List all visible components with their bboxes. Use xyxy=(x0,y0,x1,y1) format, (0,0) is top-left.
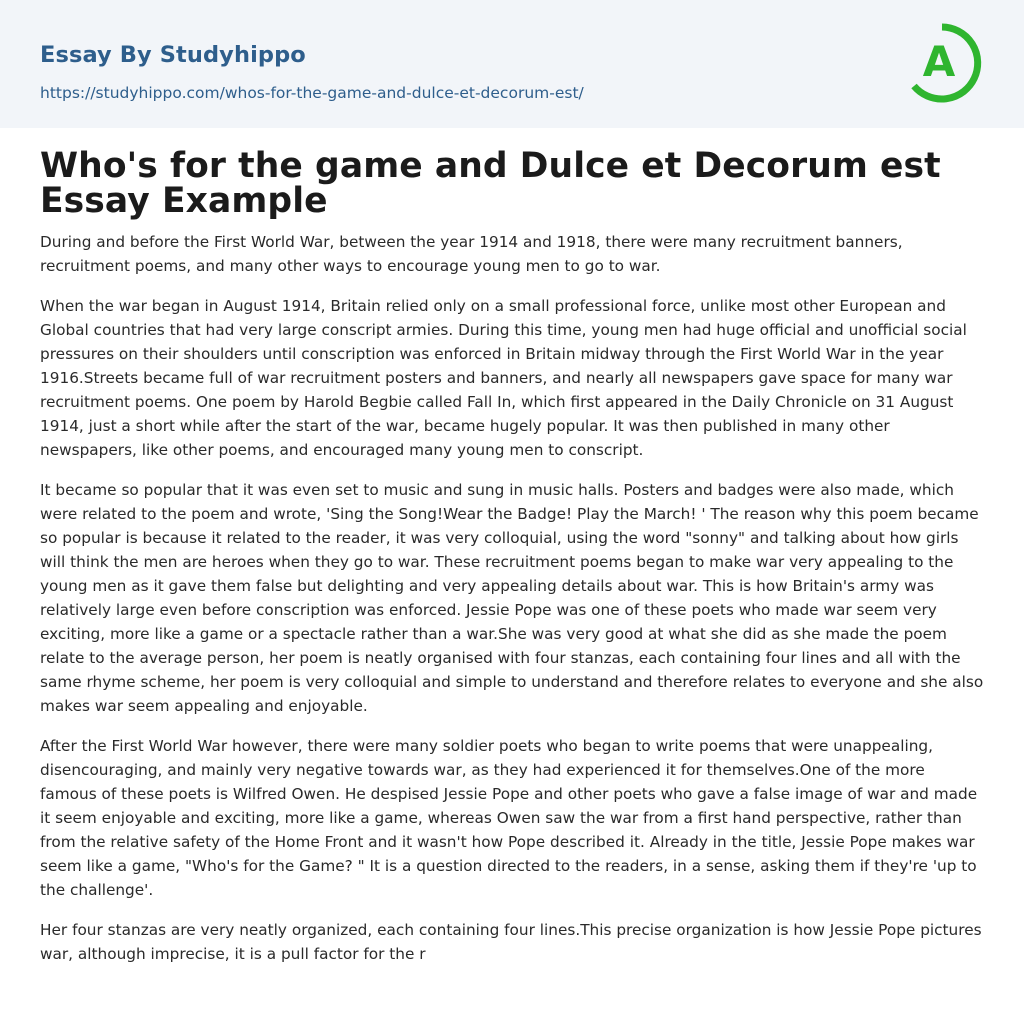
studyhippo-logo-icon[interactable] xyxy=(898,19,986,107)
essay-paragraph-2: When the war began in August 1914, Britain relied only on a small professional force, unlike most other European and Global countries that had very large conscript armies. During this time, young men had huge official and unofficial social pressures on their shoulders until conscription was enforced in Britain midway through the First World War in the year 1916.Streets became full of war recruitment posters and banners, and nearly all newspapers gave space for many war recruitment poems. One poem by Harold Begbie called Fall In, which first appeared in the Daily Chronicle on 31 August 1914, just a short while after the start of the war, became hugely popular. It was then published in many other newspapers, like other poems, and encouraged many young men to conscript. xyxy=(40,297,967,459)
essay-paragraph-4: After the First World War however, there were many soldier poets who began to write poems that were unappealing, disencouraging, and mainly very negative towards war, as they had experienced it for themselves.One of the more famous of these poets is Wilfred Owen. He despised Jessie Pope and other poets who gave a false image of war and made it seem enjoyable and exciting, more like a game, whereas Owen saw the war from a first hand perspective, rather than from the relative safety of the Home Front and it wasn't how Pope described it. Already in the title, Jessie Pope makes war seem like a game, "Who's for the Game? " It is a question directed to the readers, in a sense, asking them if they're 'up to the challenge'. xyxy=(40,737,978,899)
essay-title: Who's for the game and Dulce et Decorum est Essay Example xyxy=(40,146,941,221)
site-header xyxy=(0,0,1024,128)
essay-url-link[interactable]: https://studyhippo.com/whos-for-the-game-and-dulce-et-decorum-est/ xyxy=(40,84,584,102)
essay-paragraph-3: It became so popular that it was even set to music and sung in music halls. Posters and badges were also made, which were related to the poem and wrote, 'Sing the Song!Wear the Badge! Play the March! ' The reason why this poem became so popular is because it related to the reader, it was very colloquial, using the word "sonny" and talking about how girls will think the men are heroes when they go to war. These recruitment poems began to make war very appealing to the young men as it gave them false but delighting and very appealing details about war. This is how Britain's army was relatively large even before conscription was enforced. Jessie Pope was one of these poets who made war seem very exciting, more like a game or a spectacle rather than a war.She was very good at what she did as she made the poem relate to the average person, her poem is neatly organised with four stanzas, each containing four lines and all with the same rhyme scheme, her poem is very colloquial and simple to understand and therefore relates to everyone and she also makes war seem appealing and enjoyable. xyxy=(40,481,984,715)
site-brand[interactable]: Essay By Studyhippo xyxy=(40,42,306,68)
logo-letter: A xyxy=(922,37,956,86)
article xyxy=(0,128,1024,966)
essay-paragraph-5: Her four stanzas are very neatly organized, each containing four lines.This precise organization is how Jessie Pope pictures war, although imprecise, it is a pull factor for the r xyxy=(40,921,982,963)
essay-paragraph-1: During and before the First World War, between the year 1914 and 1918, there were many recruitment banners, recruitment poems, and many other ways to encourage young men to go to war. xyxy=(40,233,903,275)
